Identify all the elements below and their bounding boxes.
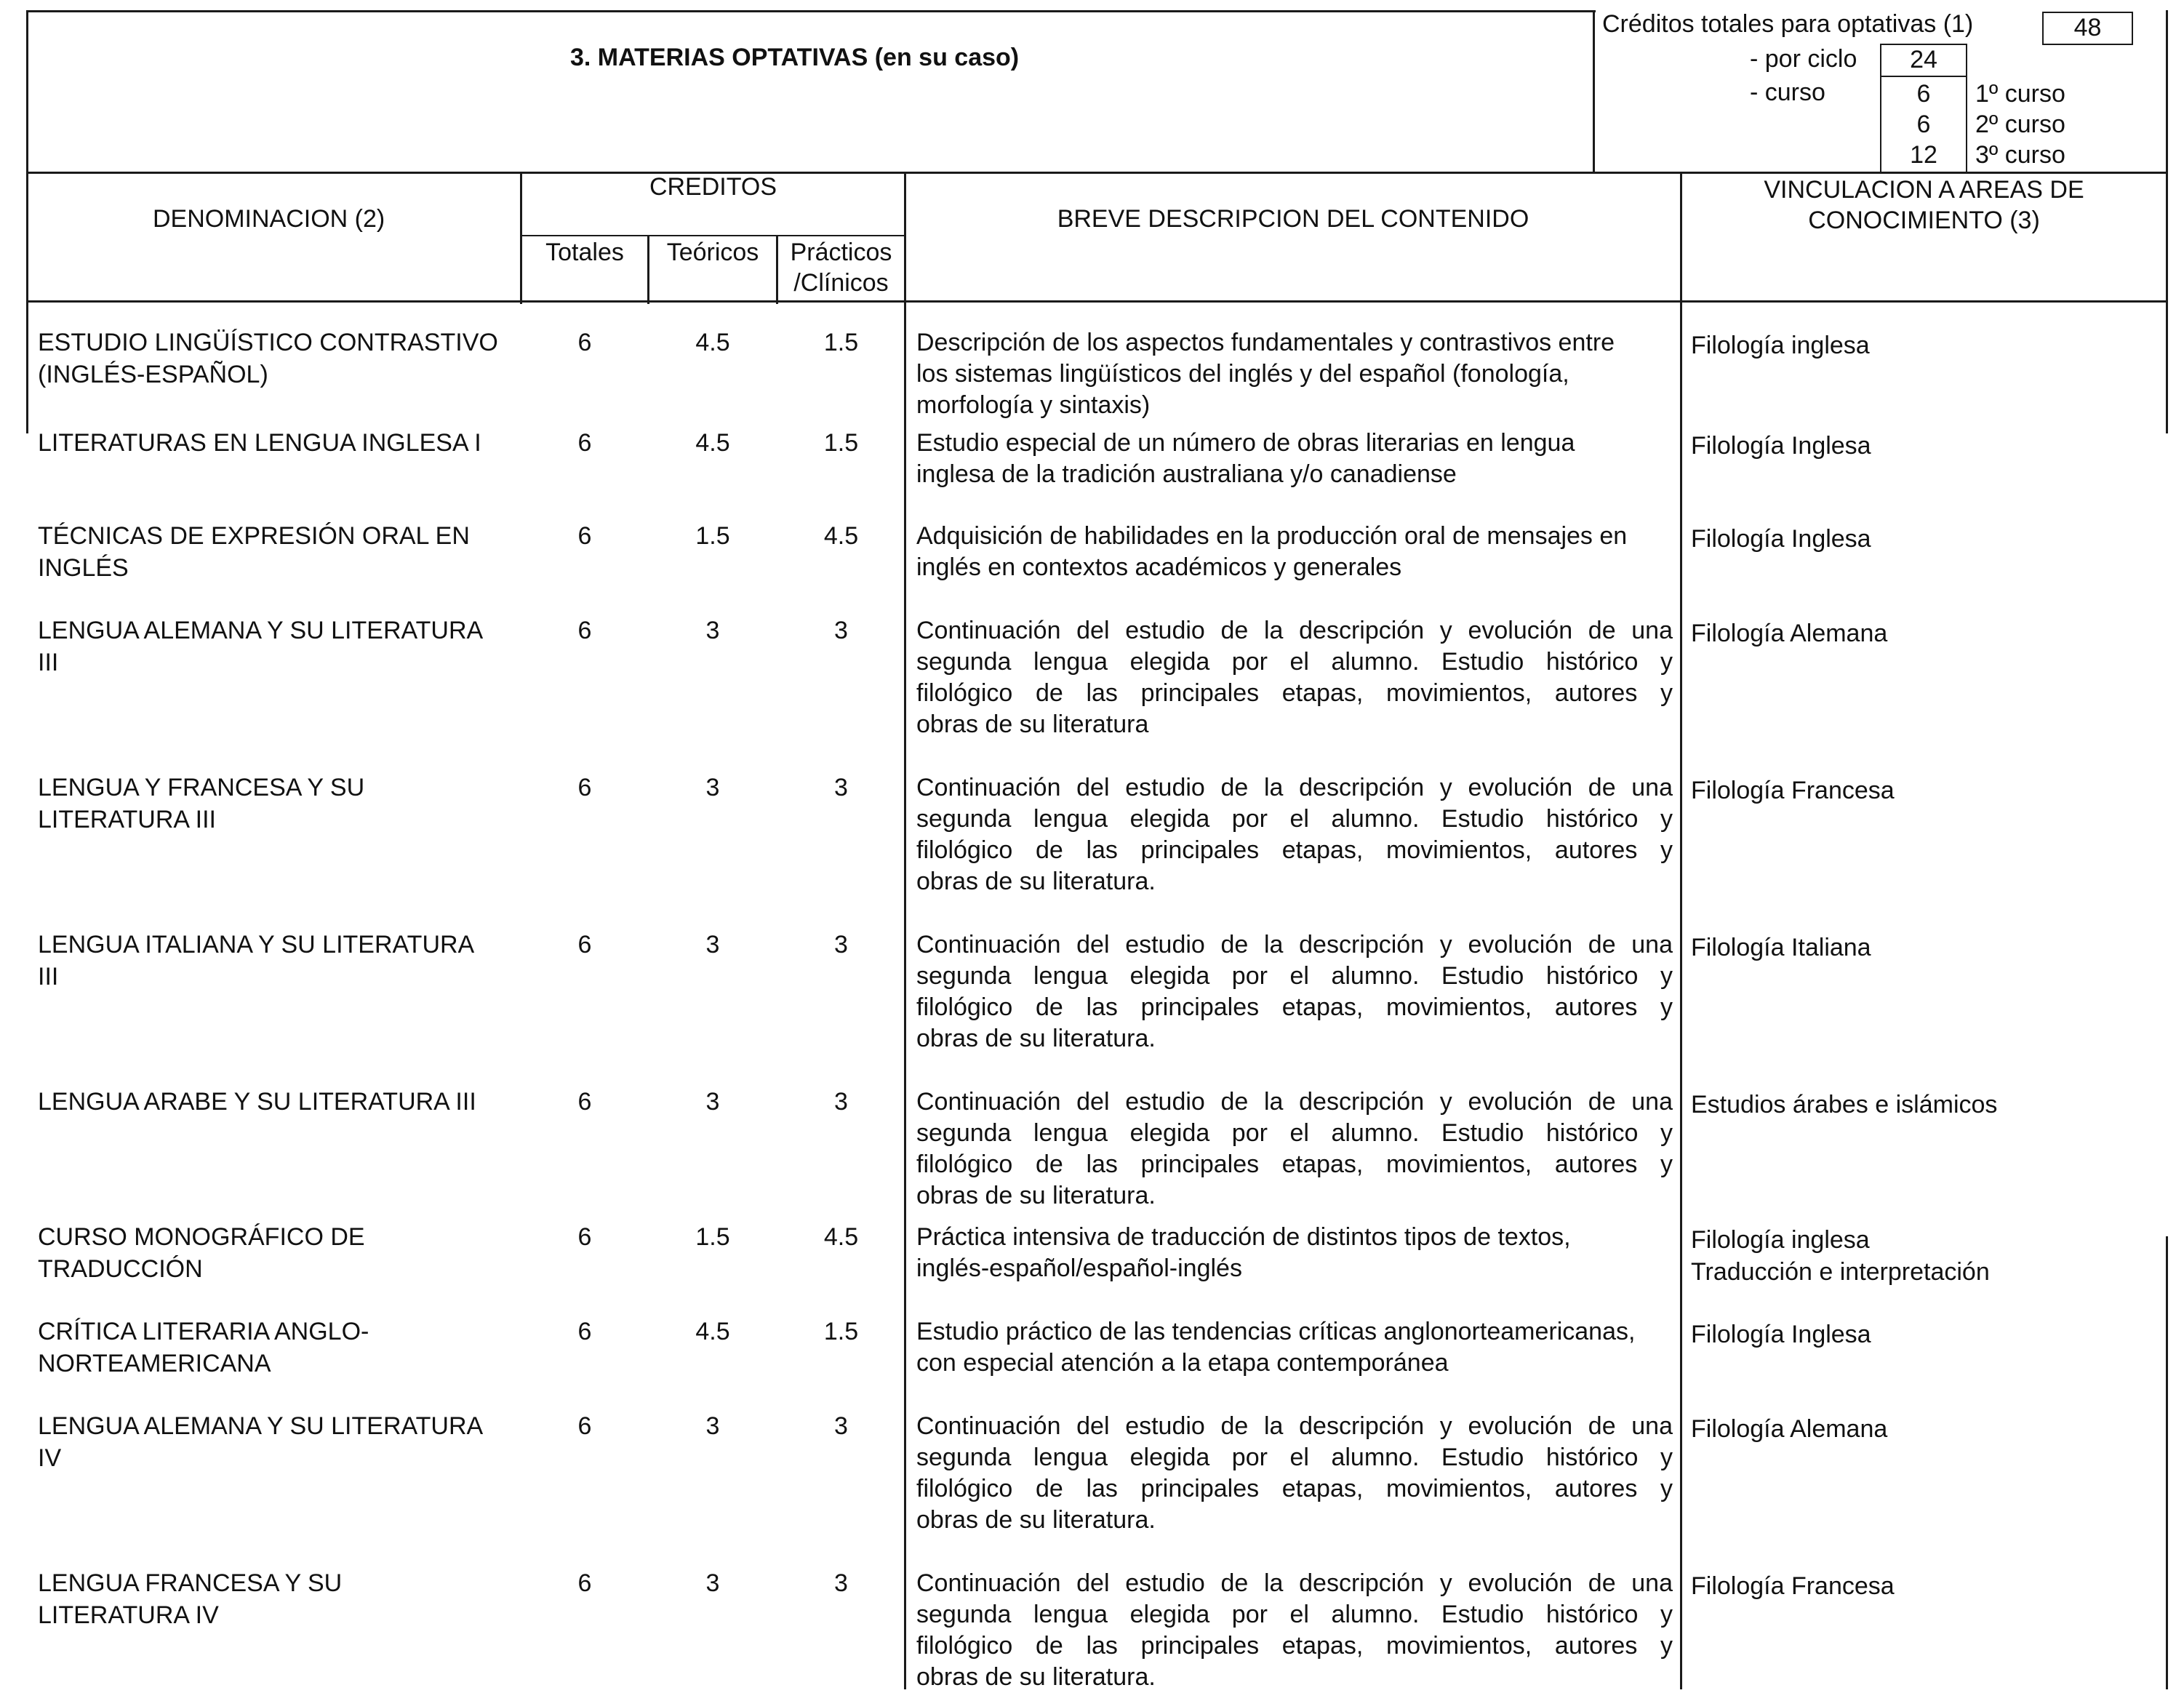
course-name-line: LENGUA ALEMANA Y SU LITERATURA [38,1412,484,1440]
credits-teoricos: 4.5 [695,329,730,356]
description-line: morfología y sintaxis) [916,391,1151,419]
vline-right-2 [2166,1236,2168,1689]
description-line: con especial atención a la etapa contemporánea [916,1349,1449,1377]
column-header-bottom [26,300,2168,303]
description-line: Continuación del estudio de la descripción y evolución de una [916,1569,1673,1597]
curso-label-3: 3º curso [1975,141,2065,169]
description-line: obras de su literatura. [916,868,1156,895]
credits-totales: 6 [577,1318,592,1345]
description-line: Continuación del estudio de la descripción y evolución de una [916,1412,1673,1440]
course-name-line: III [38,649,59,676]
vline-left [26,172,28,433]
course-name-line: LENGUA ARABE Y SU LITERATURA III [38,1088,476,1116]
curso-label-1: 1º curso [1975,80,2065,108]
credits-practicos: 3 [834,1412,848,1440]
knowledge-area: Filología Francesa [1691,1572,1895,1600]
col-teoricos: Teóricos [666,239,759,266]
knowledge-area: Traducción e interpretación [1691,1258,1990,1286]
credits-totales: 6 [577,1088,592,1116]
credits-practicos: 4.5 [823,1223,859,1251]
credits-practicos: 3 [834,617,848,644]
knowledge-area: Filología inglesa [1691,1226,1870,1254]
knowledge-area: Filología Inglesa [1691,1321,1871,1348]
credits-totales: 6 [577,429,592,457]
page-title: 3. MATERIAS OPTATIVAS (en su caso) [570,44,1020,71]
knowledge-area: Filología Alemana [1691,620,1888,647]
description-line: los sistemas lingüísticos del inglés y del español (fonología, [916,360,1569,388]
description-line: segunda lengua elegida por el alumno. Estudio histórico y [916,1119,1673,1147]
credits-totales: 6 [577,1412,592,1440]
credits-practicos: 3 [834,1569,848,1597]
course-name-line: LENGUA ALEMANA Y SU LITERATURA [38,617,484,644]
credits-teoricos: 1.5 [695,1223,730,1251]
description-line: Continuación del estudio de la descripción y evolución de una [916,617,1673,644]
credits-totales: 6 [577,617,592,644]
col-denominacion: DENOMINACION (2) [153,205,385,233]
credits-teoricos: 3 [705,1569,720,1597]
description-line: Descripción de los aspectos fundamentales y contrastivos entre [916,329,1615,356]
credits-teoricos: 3 [705,931,720,958]
course-name-line: TRADUCCIÓN [38,1255,203,1283]
col-vinculacion-2: CONOCIMIENTO (3) [1808,207,2040,234]
credits-total-value: 48 [2042,12,2133,45]
credits-totales: 6 [577,1223,592,1251]
col-practicos-1: Prácticos [790,239,892,266]
curso-label-2: 2º curso [1975,111,2065,138]
credits-totales: 6 [577,329,592,356]
description-line: filológico de las principales etapas, movimientos, autores y [916,1632,1673,1660]
course-name-line: LENGUA Y FRANCESA Y SU [38,774,365,801]
description-line: segunda lengua elegida por el alumno. Estudio histórico y [916,805,1673,833]
description-line: filológico de las principales etapas, movimientos, autores y [916,1150,1673,1178]
knowledge-area: Filología Inglesa [1691,525,1871,553]
description-line: inglés-español/español-inglés [916,1254,1242,1282]
course-name-line: CURSO MONOGRÁFICO DE [38,1223,365,1251]
description-line: obras de su literatura. [916,1663,1156,1691]
curso-value-3: 12 [1910,141,1937,169]
vline-right [2166,172,2168,433]
description-line: filológico de las principales etapas, movimientos, autores y [916,836,1673,864]
top-border [26,10,1596,12]
vline-descripcion-end [1680,172,1682,1689]
curso-value-1: 6 [1916,80,1931,108]
col-descripcion: BREVE DESCRIPCION DEL CONTENIDO [1057,205,1529,233]
description-line: inglesa de la tradición australiana y/o canadiense [916,460,1457,488]
knowledge-area: Filología Inglesa [1691,432,1871,460]
description-line: obras de su literatura [916,711,1149,738]
credits-totales: 6 [577,774,592,801]
por-ciclo-label: - por ciclo [1750,45,1857,73]
course-name-line: IV [38,1444,62,1472]
right-border-header [2166,10,2168,173]
description-line: Continuación del estudio de la descripción y evolución de una [916,1088,1673,1116]
description-line: segunda lengua elegida por el alumno. Estudio histórico y [916,1444,1673,1471]
course-name-line: LITERATURA IV [38,1601,219,1629]
description-line: filológico de las principales etapas, movimientos, autores y [916,1475,1673,1502]
curso-value-2: 6 [1916,111,1931,138]
description-line: Continuación del estudio de la descripción y evolución de una [916,774,1673,801]
left-border-header [26,10,28,173]
credits-teoricos: 4.5 [695,429,730,457]
curso-box-right [1966,77,1967,173]
curso-label: - curso [1750,79,1825,106]
description-line: inglés en contextos académicos y generales [916,553,1402,581]
credits-teoricos: 3 [705,774,720,801]
col-vinculacion-1: VINCULACION A AREAS DE [1764,176,2084,204]
description-line: Continuación del estudio de la descripción y evolución de una [916,931,1673,958]
knowledge-area: Estudios árabes e islámicos [1691,1091,1998,1118]
description-line: Estudio práctico de las tendencias críticas anglonorteamericanas, [916,1318,1636,1345]
credits-practicos: 3 [834,1088,848,1116]
description-line: Estudio especial de un número de obras literarias en lengua [916,429,1575,457]
credits-practicos: 1.5 [823,1318,859,1345]
course-name-line: NORTEAMERICANA [38,1350,271,1377]
col-totales: Totales [545,239,624,266]
vline-creditos-end [904,172,906,1689]
description-line: filológico de las principales etapas, movimientos, autores y [916,993,1673,1021]
header-divider [1593,10,1595,173]
course-name-line: LITERATURA III [38,806,216,833]
credits-teoricos: 3 [705,1412,720,1440]
credits-teoricos: 3 [705,1088,720,1116]
knowledge-area: Filología Francesa [1691,777,1895,804]
credits-total-label: Créditos totales para optativas (1) [1602,10,1974,38]
course-name-line: TÉCNICAS DE EXPRESIÓN ORAL EN [38,522,470,550]
course-name-line: (INGLÉS-ESPAÑOL) [38,361,268,388]
column-header-top [26,172,2168,174]
description-line: obras de su literatura. [916,1182,1156,1209]
description-line: segunda lengua elegida por el alumno. Estudio histórico y [916,962,1673,990]
course-name-line: LENGUA ITALIANA Y SU LITERATURA [38,931,475,958]
description-line: segunda lengua elegida por el alumno. Estudio histórico y [916,648,1673,676]
credits-totales: 6 [577,522,592,550]
description-line: filológico de las principales etapas, movimientos, autores y [916,679,1673,707]
course-name-line: CRÍTICA LITERARIA ANGLO- [38,1318,369,1345]
credits-teoricos: 1.5 [695,522,730,550]
creditos-subdivider [520,235,905,236]
por-ciclo-value: 24 [1880,44,1967,77]
knowledge-area: Filología Italiana [1691,934,1871,961]
credits-teoricos: 3 [705,617,720,644]
description-line: obras de su literatura. [916,1506,1156,1534]
credits-practicos: 3 [834,774,848,801]
credits-teoricos: 4.5 [695,1318,730,1345]
course-name-line: LENGUA FRANCESA Y SU [38,1569,343,1597]
description-line: obras de su literatura. [916,1025,1156,1052]
credits-practicos: 4.5 [823,522,859,550]
course-name-line: INGLÉS [38,554,129,582]
col-creditos: CREDITOS [649,173,777,201]
knowledge-area: Filología Alemana [1691,1415,1888,1443]
credits-totales: 6 [577,1569,592,1597]
description-line: segunda lengua elegida por el alumno. Estudio histórico y [916,1601,1673,1628]
course-name-line: ESTUDIO LINGÜÍSTICO CONTRASTIVO [38,329,498,356]
credits-totales: 6 [577,931,592,958]
course-name-line: III [38,963,59,990]
course-name-line: LITERATURAS EN LENGUA INGLESA I [38,429,481,457]
col-practicos-2: /Clínicos [793,269,889,297]
credits-practicos: 1.5 [823,429,859,457]
knowledge-area: Filología inglesa [1691,332,1870,359]
description-line: Adquisición de habilidades en la producción oral de mensajes en [916,522,1628,550]
description-line: Práctica intensiva de traducción de distintos tipos de textos, [916,1223,1571,1251]
credits-practicos: 3 [834,931,848,958]
credits-practicos: 1.5 [823,329,859,356]
